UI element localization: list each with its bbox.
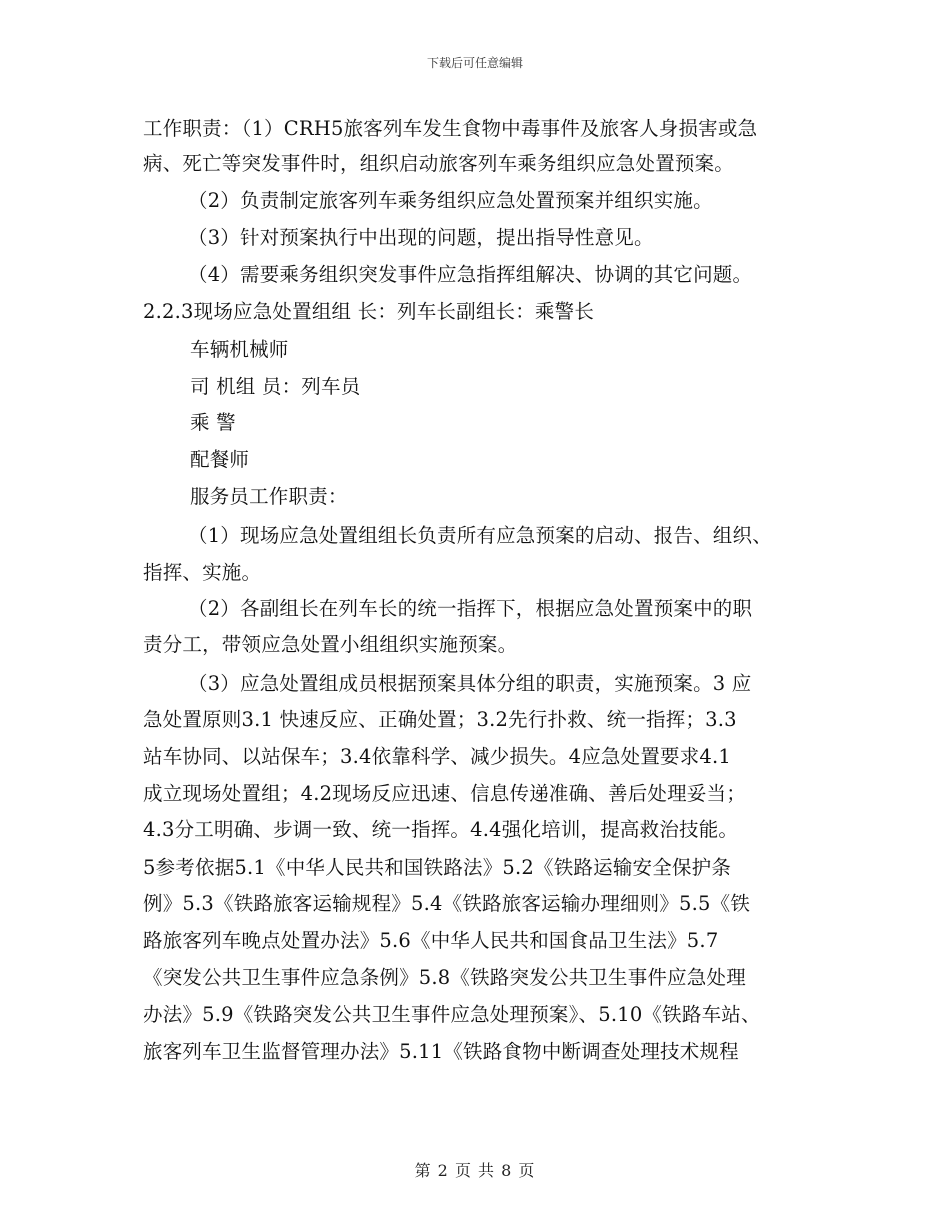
body-line: 急处置原则3.1 快速反应、正确处置；3.2先行扑救、统一指挥；3.3	[143, 708, 737, 731]
body-line: 2.2.3现场应急处置组组 长：列车长副组长：乘警长	[143, 300, 595, 323]
body-line: （3）针对预案执行中出现的问题，提出指导性意见。	[188, 226, 654, 249]
body-line: （4）需要乘务组织突发事件应急指挥组解决、协调的其它问题。	[188, 263, 753, 286]
body-line: 《突发公共卫生事件应急条例》5.8《铁路突发公共卫生事件应急处理	[143, 966, 746, 989]
body-line: （3）应急处置组成员根据预案具体分组的职责，实施预案。3 应	[188, 672, 752, 695]
body-line: 旅客列车卫生监督管理办法》5.11《铁路食物中断调查处理技术规程	[143, 1040, 739, 1063]
body-line: 车辆机械师	[190, 338, 289, 361]
body-line: 责分工，带领应急处置小组组织实施预案。	[143, 633, 518, 656]
body-line: 站车协同、以站保车；3.4依靠科学、减少损失。4应急处置要求4.1	[143, 745, 732, 768]
body-line: （2）各副组长在列车长的统一指挥下，根据应急处置预案中的职	[188, 597, 753, 620]
header-note: 下载后可任意编辑	[426, 56, 523, 70]
body-line: 路旅客列车晚点处置办法》5.6《中华人民共和国食品卫生法》5.7	[143, 929, 719, 952]
body-line: 配餐师	[190, 448, 250, 471]
body-line: 病、死亡等突发事件时，组织启动旅客列车乘务组织应急处置预案。	[143, 152, 735, 175]
body-line: 乘 警	[190, 411, 236, 434]
body-line: 5参考依据5.1《中华人民共和国铁路法》5.2《铁路运输安全保护条	[143, 856, 732, 879]
page-number: 第 2 页 共 8 页	[414, 1161, 536, 1180]
body-line: 4.3分工明确、步调一致、统一指挥。4.4强化培训，提高救治技能。	[143, 818, 739, 841]
body-line: 服务员工作职责：	[190, 485, 348, 508]
body-line: （2）负责制定旅客列车乘务组织应急处置预案并组织实施。	[188, 189, 713, 212]
body-line: 司 机组 员：列车员	[190, 375, 361, 398]
body-line: 例》5.3《铁路旅客运输规程》5.4《铁路旅客运输办理细则》5.5《铁	[143, 892, 751, 915]
body-line: 成立现场处置组；4.2现场反应迅速、信息传递准确、善后处理妥当；	[143, 782, 746, 805]
body-line: 办法》5.9《铁路突发公共卫生事件应急处理预案》、5.10《铁路车站、	[143, 1003, 761, 1026]
body-line: （1）现场应急处置组组长负责所有应急预案的启动、报告、组织、	[188, 524, 772, 547]
body-line: 指挥、实施。	[143, 561, 262, 584]
body-line: 工作职责：（1）CRH5旅客列车发生食物中毒事件及旅客人身损害或急	[143, 117, 758, 140]
